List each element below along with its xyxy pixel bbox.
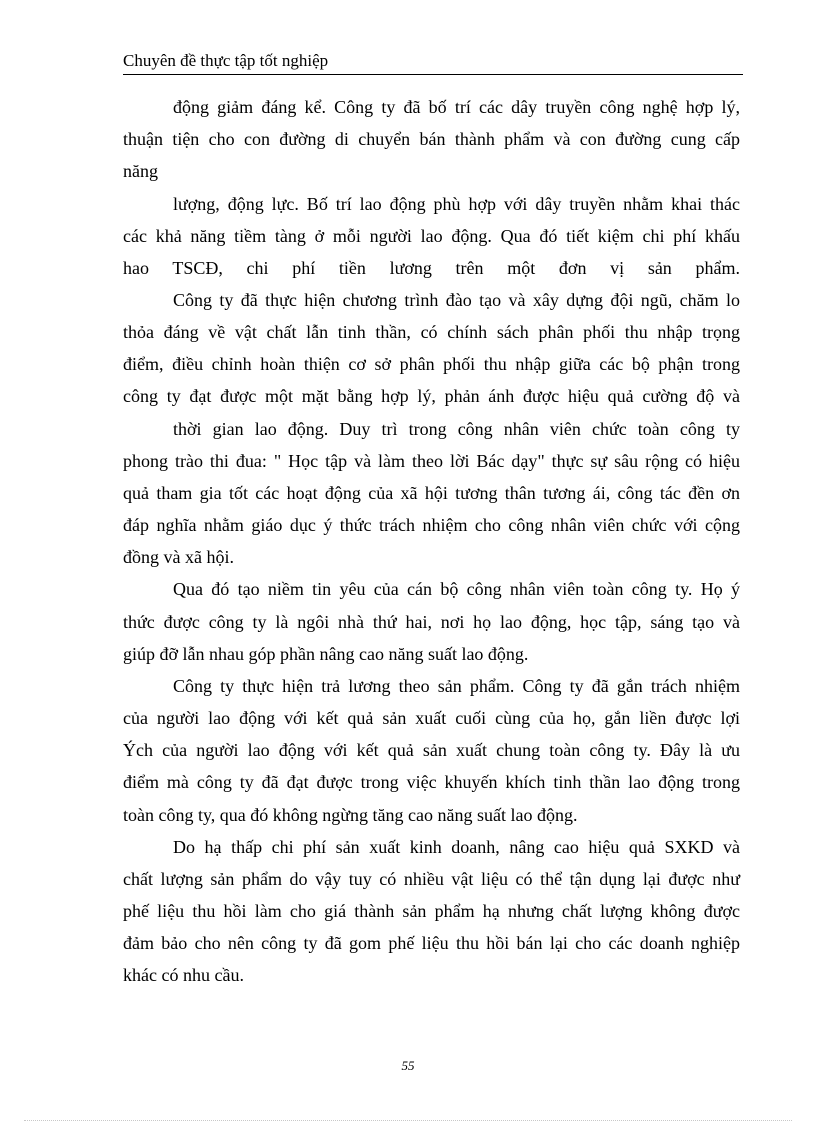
text-line: đảm bảo cho nên công ty đã gom phế liệu thu hồi bán lại cho các doanh nghiệp <box>123 933 740 953</box>
text-line: thời gian lao động. Duy trì trong công nhân viên chức toàn công ty <box>173 419 740 439</box>
text-line: thuận tiện cho con đường di chuyển bán thành phẩm và con đường cung cấp <box>123 129 740 149</box>
text-line: hao TSCĐ, chi phí tiền lương trên một đơn vị sản phẩm. <box>123 258 740 278</box>
text-line: của người lao động với kết quả sản xuất cuối cùng của họ, gắn liền được lợi <box>123 708 740 728</box>
text-line: Công ty đã thực hiện chương trình đào tạo và xây dựng đội ngũ, chăm lo <box>173 290 740 310</box>
text-line: Công ty thực hiện trả lương theo sản phẩm. Công ty đã gắn trách nhiệm <box>173 676 740 696</box>
text-line: khác có nhu cầu. <box>123 965 244 985</box>
text-line: lượng, động lực. Bố trí lao động phù hợp với dây truyền nhằm khai thác <box>173 194 740 214</box>
page-bottom-divider <box>24 1120 792 1121</box>
text-line: chất lượng sản phẩm do vậy tuy có nhiều vật liệu có thể tận dụng lại được như <box>123 869 740 889</box>
text-line: năng <box>123 161 158 181</box>
text-line: công ty đạt được một mặt bằng hợp lý, phản ánh được hiệu quả cường độ và <box>123 386 740 406</box>
text-line: đồng và xã hội. <box>123 547 234 567</box>
text-line: điểm, điều chỉnh hoàn thiện cơ sở phân phối thu nhập giữa các bộ phận trong <box>123 354 740 374</box>
text-line: toàn công ty, qua đó không ngừng tăng cao năng suất lao động. <box>123 805 578 825</box>
page-number: 55 <box>401 1058 415 1073</box>
text-line: phế liệu thu hồi làm cho giá thành sản phẩm hạ nhưng chất lượng không được <box>123 901 740 921</box>
page-header <box>123 48 743 75</box>
text-line: đáp nghĩa nhằm giáo dục ý thức trách nhiệm cho công nhân viên chức với cộng <box>123 515 740 535</box>
text-line: động giảm đáng kể. Công ty đã bố trí các dây truyền công nghệ hợp lý, <box>173 97 740 117</box>
text-line: phong trào thi đua: " Học tập và làm theo lời Bác dạy" thực sự sâu rộng có hiệu <box>123 451 740 471</box>
text-line: điểm mà công ty đã đạt được trong việc khuyến khích tinh thần lao động trong <box>123 772 740 792</box>
text-line: Do hạ thấp chi phí sản xuất kinh doanh, nâng cao hiệu quả SXKD và <box>173 837 740 857</box>
text-line: quả tham gia tốt các hoạt động của xã hội tương thân tương ái, công tác đền ơn <box>123 483 740 503</box>
header-title: Chuyên đề thực tập tốt nghiệp <box>123 51 329 70</box>
text-line: giúp đỡ lẫn nhau góp phần nâng cao năng suất lao động. <box>123 644 529 664</box>
text-line: Ých của người lao động với kết quả sản xuất chung toàn công ty. Đây là ưu <box>123 740 740 760</box>
text-line: Qua đó tạo niềm tin yêu của cán bộ công nhân viên toàn công ty. Họ ý <box>173 579 740 599</box>
text-line: thỏa đáng về vật chất lẫn tinh thần, có chính sách phân phối thu nhập trọng <box>123 322 740 342</box>
text-line: thức được công ty là ngôi nhà thứ hai, nơi họ lao động, học tập, sáng tạo và <box>123 612 740 632</box>
text-line: các khả năng tiềm tàng ở mỗi người lao động. Qua đó tiết kiệm chi phí khấu <box>123 226 740 246</box>
